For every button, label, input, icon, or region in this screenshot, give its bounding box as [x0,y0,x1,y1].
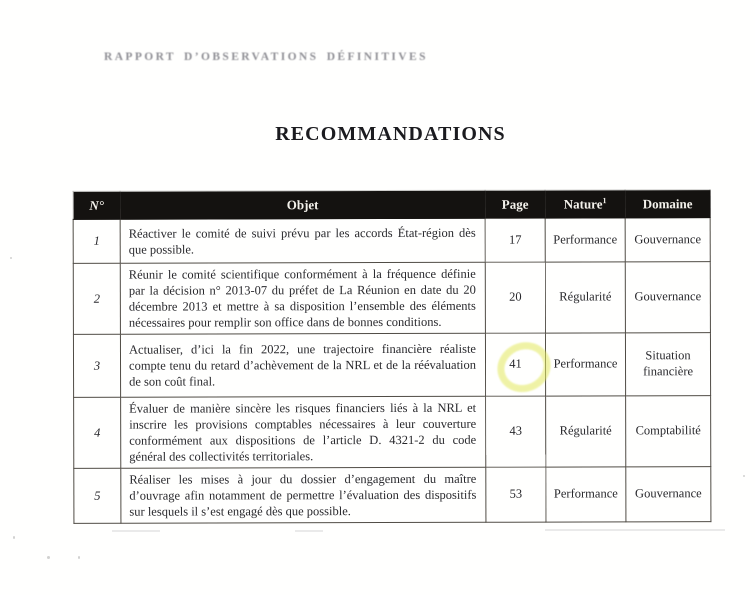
nature-cell-text: Régularité [559,289,612,304]
page-cell-text: 17 [508,232,522,247]
nature-cell [546,467,626,522]
objet-cell [120,333,485,397]
column-header-domaine-label: Domaine [642,195,693,211]
objet-cell [120,262,485,334]
objet-cell-text: Réunir le comité scientifique conformément à la fréquence définie par la décision n° 2013-07 du préfet de La Réunion en date du 20 décembre 2013 et mettre à sa disposition l’ensemble des éléments nécessaires pour remplir son office dans de bonnes conditions. [128,266,476,330]
objet-cell-text: Réactiver le comité de suivi prévu par les accords État-région dès que possible. [128,225,476,257]
column-header-page-label: Page [501,196,529,212]
column-header-num-label: N° [89,197,104,213]
objet-cell [121,396,486,468]
domaine-cell-text: Gouvernance [635,486,702,501]
nature-cell [545,262,625,333]
row-number-cell-text: 2 [93,291,100,306]
nature-cell-text: Régularité [559,423,612,438]
recommendations-table [73,189,712,524]
page-cell [485,218,545,262]
domaine-cell-text: Situation financière [643,348,694,379]
row-number-cell-text: 1 [93,233,100,248]
column-header-num [73,191,120,219]
domaine-cell [625,333,710,396]
objet-cell [121,467,486,523]
page-cell-text: 43 [509,423,522,438]
objet-cell-text: Réaliser les mises à jour du dossier d’engagement du maître d’ouvrage afin notamment de permettre l’évaluation des dispositifs sur lesquels il s’est engagé dès que possible. [129,471,477,519]
scan-speck [743,475,745,477]
table-header [73,190,710,220]
row-number-cell-text: 5 [94,488,101,503]
table-row [74,396,711,469]
row-number-cell [74,468,121,523]
nature-cell-text: Performance [553,356,618,371]
nature-cell [545,333,625,396]
page-cell [486,467,546,522]
scan-smudge [295,530,323,532]
scan-smudge [545,529,725,531]
row-number-cell-text: 4 [94,425,101,440]
row-number-cell [73,334,120,397]
column-header-nature-footnote-ref: 1 [602,195,607,205]
page-cell [486,396,546,467]
scan-speck [78,556,80,559]
domaine-cell [625,262,710,333]
column-header-objet [120,190,485,219]
nature-cell-text: Performance [553,486,618,501]
page-cell-text: 53 [509,486,523,501]
domaine-cell-text: Comptabilité [635,423,701,438]
scan-speck [13,536,15,539]
domaine-cell [626,396,711,467]
column-header-domaine [625,190,710,218]
domaine-cell [625,218,710,262]
domaine-cell-text: Gouvernance [634,231,702,247]
nature-cell [546,396,626,467]
objet-cell-text: Évaluer de manière sincère les risques financiers liés à la NRL et inscrire les provisions comptables nécessaires à leur couverture conformément aux dispositions de l’article D. 4321-2 du code général des collectivités territoriales. [129,400,477,464]
column-header-nature-label: Nature [563,195,603,212]
scan-speck [47,556,50,559]
page-cell-text: 41 [509,356,522,371]
domaine-cell [626,467,711,522]
document-header: RAPPORT D’OBSERVATIONS DÉFINITIVES [104,51,428,63]
table-body [73,218,711,524]
recommendations-table-wrap [73,189,711,524]
scan-smudge [112,530,160,532]
row-number-cell [73,219,120,263]
table-row [73,218,710,264]
domaine-cell-text: Gouvernance [634,289,702,304]
nature-cell-text: Performance [553,232,618,247]
page-cell-text: 20 [509,289,522,304]
page-cell [485,262,545,333]
column-header-objet-label: Objet [286,196,319,212]
nature-cell [545,218,625,262]
page-cell [485,333,545,396]
column-header-nature [545,190,625,218]
row-number-cell [74,397,121,468]
table-row [73,333,710,398]
objet-cell-text: Actualiser, d’ici la fin 2022, une trajectoire financière réaliste compte tenu du retard d’achèvement de la NRL et de la réévaluation de son coût final. [128,341,477,389]
row-number-cell-text: 3 [93,358,101,373]
page-title: RECOMMANDATIONS [275,123,506,145]
table-header-row [73,190,710,220]
scan-speck [10,257,12,259]
column-header-page [485,190,545,218]
row-number-cell [73,263,120,334]
table-row [74,467,711,524]
table-row [73,262,710,335]
objet-cell [120,218,485,263]
